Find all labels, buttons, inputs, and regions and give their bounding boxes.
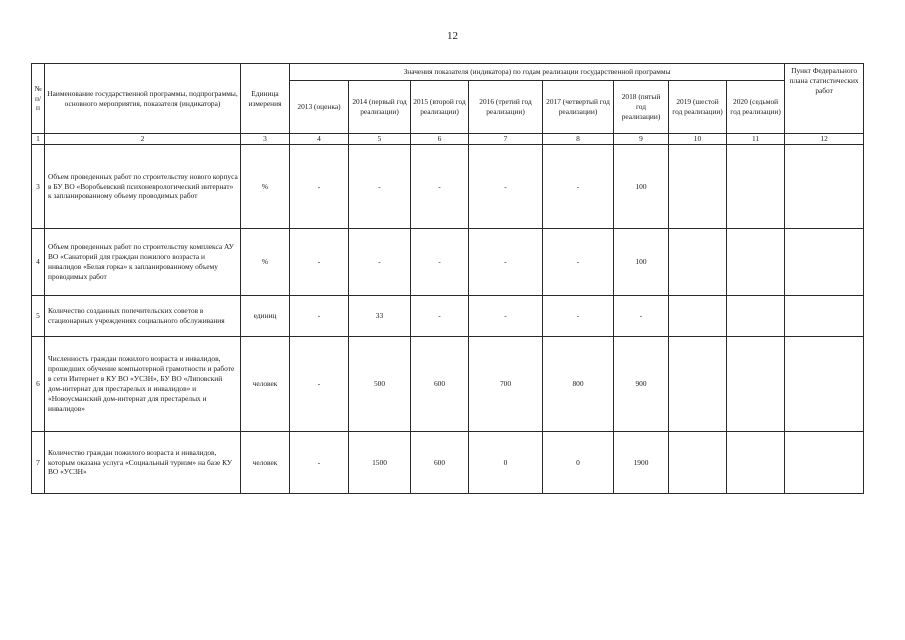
column-number: 7 [469,134,543,145]
indicators-table [31,63,864,494]
header-year: 2018 (пятый год реализации) [614,81,669,134]
header-year: 2017 (четвертый год реализации) [543,81,614,134]
table-row [32,432,864,494]
row-federal [785,229,864,296]
row-value: 0 [543,432,614,494]
row-value: - [290,337,349,432]
row-name: Количество созданных попечительских советов в стационарных учреждениях социального обслуживания [45,296,241,337]
row-value: - [411,145,469,229]
row-value: - [290,229,349,296]
table-row [32,337,864,432]
row-name: Численность граждан пожилого возраста и инвалидов, прошедших обучение компьютерной грамотности и работе в сети Интернет в КУ ВО «УСЗН», БУ ВО «Липовский дом-интернат для престарелых и инвалидов» и «Новоусманский дом-интернат для престарелых и инвалидов» [45,337,241,432]
row-value: - [290,296,349,337]
row-value: 100 [614,229,669,296]
header-federal: Пункт Федерального плана статистических работ [785,64,864,134]
row-unit: человек [241,432,290,494]
row-value: - [543,229,614,296]
row-federal [785,432,864,494]
row-value [669,337,727,432]
row-value [727,337,785,432]
row-value: - [290,432,349,494]
column-number: 11 [727,134,785,145]
row-value: 600 [411,337,469,432]
row-value: 500 [349,337,411,432]
column-number-row [32,134,864,145]
row-value [669,296,727,337]
table-row [32,145,864,229]
header-year: 2014 (первый год реализации) [349,81,411,134]
row-name: Количество граждан пожилого возраста и инвалидов, которым оказана услуга «Социальный туризм» на базе КУ ВО «УСЗН» [45,432,241,494]
row-value: 800 [543,337,614,432]
column-number: 1 [32,134,45,145]
header-num: № п/п [32,64,45,134]
row-value: 700 [469,337,543,432]
header-year: 2020 (седьмой год реализации) [727,81,785,134]
header-name: Наименование государственной программы, подпрограммы, основного мероприятия, показателя (индикатора) [45,64,241,134]
row-federal [785,337,864,432]
column-number: 12 [785,134,864,145]
row-value: 0 [469,432,543,494]
row-value: - [290,145,349,229]
row-value: 900 [614,337,669,432]
row-num: 5 [32,296,45,337]
row-name: Объем проведенных работ по строительству нового корпуса в БУ ВО «Воробьевский психоневрологический интернат» к запланированному объему проводимых работ [45,145,241,229]
row-value: - [411,296,469,337]
header-year: 2019 (шестой год реализации) [669,81,727,134]
row-value: - [614,296,669,337]
row-name: Объем проведенных работ по строительству комплекса АУ ВО «Санаторий для граждан пожилого возраста и инвалидов «Белая горка» к запланированному объему проводимых работ [45,229,241,296]
row-num: 4 [32,229,45,296]
row-num: 7 [32,432,45,494]
row-value [727,229,785,296]
header-row-top [32,64,864,81]
row-unit: % [241,229,290,296]
row-num: 3 [32,145,45,229]
header-year: 2013 (оценка) [290,81,349,134]
table-row [32,229,864,296]
row-value: 1500 [349,432,411,494]
row-value: - [469,145,543,229]
column-number: 8 [543,134,614,145]
row-federal [785,145,864,229]
row-value: - [469,229,543,296]
row-value: 600 [411,432,469,494]
page-number: 12 [447,30,458,42]
row-value [727,296,785,337]
row-value: 33 [349,296,411,337]
row-value [669,229,727,296]
row-value [669,145,727,229]
row-value: - [543,296,614,337]
table-row [32,296,864,337]
row-federal [785,296,864,337]
row-unit: человек [241,337,290,432]
header-values-group: Значения показателя (индикатора) по годам реализации государственной программы [290,64,785,81]
row-value: - [411,229,469,296]
header-year: 2015 (второй год реализации) [411,81,469,134]
row-value [727,432,785,494]
column-number: 2 [45,134,241,145]
column-number: 10 [669,134,727,145]
header-unit: Единица измерения [241,64,290,134]
row-value: - [543,145,614,229]
header-year: 2016 (третий год реализации) [469,81,543,134]
row-value: - [349,229,411,296]
row-value: 1900 [614,432,669,494]
column-number: 9 [614,134,669,145]
row-value [669,432,727,494]
column-number: 6 [411,134,469,145]
column-number: 3 [241,134,290,145]
row-unit: % [241,145,290,229]
row-unit: единиц [241,296,290,337]
row-num: 6 [32,337,45,432]
row-value: - [349,145,411,229]
column-number: 5 [349,134,411,145]
row-value: 100 [614,145,669,229]
row-value: - [469,296,543,337]
row-value [727,145,785,229]
column-number: 4 [290,134,349,145]
